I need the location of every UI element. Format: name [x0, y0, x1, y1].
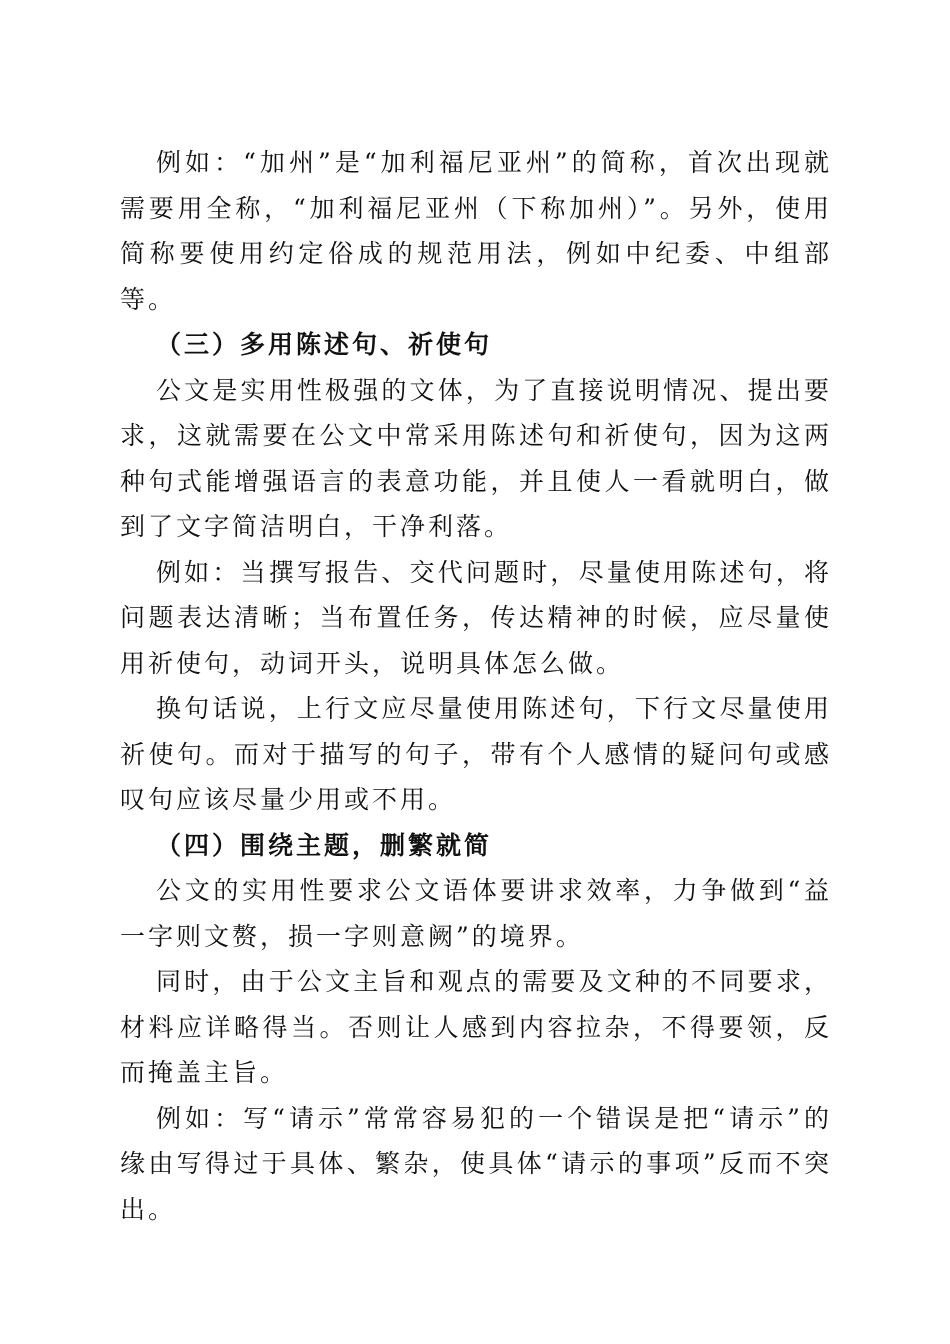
paragraph-materials: 同时，由于公文主旨和观点的需要及文种的不同要求，材料应详略得当。否则让人感到内容拉杂，不得要领，反而掩盖主旨。: [120, 967, 832, 1087]
section-heading-3: （三）多用陈述句、祈使句: [156, 330, 493, 359]
paragraph-upward-downward: 换句话说，上行文应尽量使用陈述句，下行文尽量使用祈使句。而对于描写的句子，带有个人感情的疑问句或感叹句应该尽量少用或不用。: [120, 694, 832, 814]
paragraph-efficiency: 公文的实用性要求公文语体要讲求效率，力争做到“益一字则文赘，损一字则意阙”的境界。: [120, 876, 832, 951]
section-heading-4: （四）围绕主题，删繁就简: [156, 830, 493, 860]
document-body: [120, 140, 832, 1232]
paragraph-request-example: 例如：写“请示”常常容易犯的一个错误是把“请示”的缘由写得过于具体、繁杂，使具体“请示的事项”反而不突出。: [120, 1103, 832, 1224]
paragraph-abbreviation-example: 例如：“加州”是“加利福尼亚州”的简称，首次出现就需要用全称，“加利福尼亚州（下称加州）”。另外，使用简称要使用约定俗成的规范用法，例如中纪委、中组部等。: [120, 148, 832, 314]
paragraph-declarative-imperative: 公文是实用性极强的文体，为了直接说明情况、提出要求，这就需要在公文中常采用陈述句和祈使句，因为这两种句式能增强语言的表意功能，并且使人一看就明白，做到了文字简洁明白，干净利落。: [120, 375, 832, 541]
paragraph-report-example: 例如：当撰写报告、交代问题时，尽量使用陈述句，将问题表达清晰；当布置任务，传达精神的时候，应尽量使用祈使句，动词开头，说明具体怎么做。: [120, 557, 832, 678]
